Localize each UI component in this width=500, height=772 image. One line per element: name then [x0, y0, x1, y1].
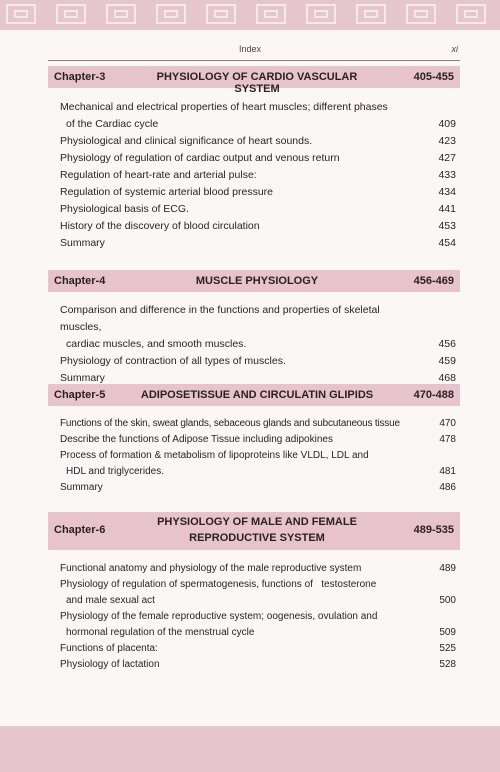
- entry-text: Physiology of regulation of spermatogenesis, functions of testosterone: [60, 579, 377, 590]
- chapter-number: Chapter-6: [54, 524, 106, 536]
- chapter-page-range: 405-455: [413, 71, 454, 83]
- entry-text: Summary: [60, 237, 105, 249]
- toc-entry[interactable]: [60, 432, 456, 448]
- entry-text-continued: cardiac muscles, and smooth muscles.: [66, 338, 247, 350]
- chapter-number: Chapter-4: [54, 275, 106, 287]
- entry-text: Physiological and clinical significance of heart sounds.: [60, 135, 313, 147]
- entry-text: Summary: [60, 482, 103, 493]
- chapter-title: [138, 514, 376, 546]
- entry-page: 423: [438, 135, 456, 147]
- entry-text: Mechanical and electrical properties of heart muscles; different phases: [60, 101, 388, 113]
- entry-page: 528: [439, 659, 456, 670]
- running-head-page-number: xi: [451, 44, 458, 54]
- chapter-3-heading[interactable]: [48, 66, 460, 95]
- entry-text-continued: hormonal regulation of the menstrual cycle: [66, 627, 255, 638]
- toc-entry[interactable]: [60, 609, 456, 641]
- chapter-5-entries: [60, 416, 456, 496]
- toc-entry[interactable]: [60, 302, 456, 353]
- entry-text: Physiology of the female reproductive system; oogenesis, ovulation and: [60, 611, 378, 622]
- chapter-6-entries: [60, 561, 456, 673]
- fret-ornament: [406, 4, 436, 24]
- fret-ornament: [256, 4, 286, 24]
- bottom-decorative-band: [0, 726, 500, 772]
- chapter-page-range: 470-488: [413, 389, 454, 401]
- entry-text-continued: and male sexual act: [66, 595, 155, 606]
- entry-page: 470: [439, 418, 456, 429]
- entry-page: 509: [439, 627, 456, 638]
- entry-page: 500: [439, 595, 456, 606]
- toc-entry[interactable]: [60, 657, 456, 673]
- entry-text: Regulation of heart-rate and arterial pulse:: [60, 169, 257, 181]
- toc-entry[interactable]: [60, 167, 456, 184]
- entry-text: Process of formation & metabolism of lipoproteins like VLDL, LDL and: [60, 450, 369, 461]
- entry-page: 427: [438, 152, 456, 164]
- chapter-number: Chapter-5: [54, 389, 106, 401]
- fret-ornament: [106, 4, 136, 24]
- chapter-4-entries: [60, 302, 456, 387]
- entry-page: 433: [438, 169, 456, 181]
- chapter-6-heading[interactable]: [48, 512, 460, 550]
- fret-ornament: [306, 4, 336, 24]
- fret-ornament: [356, 4, 386, 24]
- entry-page: 481: [439, 466, 456, 477]
- chapter-title-line-2: REPRODUCTIVE SYSTEM: [189, 532, 325, 544]
- toc-entry[interactable]: [60, 480, 456, 496]
- chapter-3-entries: [60, 99, 456, 252]
- toc-entry[interactable]: [60, 201, 456, 218]
- running-head-title: Index: [238, 44, 262, 54]
- entry-page: 454: [438, 237, 456, 249]
- fret-ornament: [156, 4, 186, 24]
- entry-text: Regulation of systemic arterial blood pressure: [60, 186, 274, 198]
- toc-entry[interactable]: [60, 353, 456, 370]
- chapter-title: ADIPOSETISSUE AND CIRCULATIN GLIPIDS: [140, 389, 374, 401]
- entry-text: Functions of placenta:: [60, 643, 158, 654]
- chapter-5-heading[interactable]: [48, 384, 460, 406]
- chapter-title: MUSCLE PHYSIOLOGY: [195, 275, 319, 287]
- toc-entry[interactable]: [60, 577, 456, 609]
- toc-entry[interactable]: [60, 99, 456, 133]
- chapter-page-range: 456-469: [413, 275, 454, 287]
- toc-entry[interactable]: [60, 561, 456, 577]
- entry-page: 486: [439, 482, 456, 493]
- toc-entry[interactable]: [60, 150, 456, 167]
- entry-text: Summary: [60, 372, 105, 384]
- running-head: [0, 44, 500, 58]
- entry-page: 453: [438, 220, 456, 232]
- toc-entry[interactable]: [60, 235, 456, 252]
- entry-text: Describe the functions of Adipose Tissue including adipokines: [60, 434, 333, 445]
- fret-ornament: [6, 4, 36, 24]
- entry-text: Physiology of regulation of cardiac output and venous return: [60, 152, 340, 164]
- entry-text: History of the discovery of blood circulation: [60, 220, 260, 232]
- fret-ornament: [456, 4, 486, 24]
- entry-page: 478: [439, 434, 456, 445]
- toc-entry[interactable]: [60, 641, 456, 657]
- toc-entry[interactable]: [60, 416, 456, 432]
- top-decorative-band: [0, 0, 500, 30]
- entry-text: Physiological basis of ECG.: [60, 203, 189, 215]
- header-rule: [48, 60, 460, 61]
- entry-text: Comparison and difference in the functions and properties of skeletal muscles,: [60, 304, 380, 333]
- entry-page: 525: [439, 643, 456, 654]
- entry-text: Functions of the skin, sweat glands, sebaceous glands and subcutaneous tissue: [60, 418, 400, 429]
- entry-page: 456: [438, 338, 456, 350]
- toc-entry[interactable]: [60, 218, 456, 235]
- entry-page: 441: [438, 203, 456, 215]
- toc-entry[interactable]: [60, 184, 456, 201]
- fret-ornament: [56, 4, 86, 24]
- chapter-page-range: 489-535: [413, 524, 454, 536]
- entry-text-continued: HDL and triglycerides.: [66, 466, 165, 477]
- entry-page: 459: [438, 355, 456, 367]
- entry-text: Functional anatomy and physiology of the male reproductive system: [60, 563, 362, 574]
- entry-text: Physiology of contraction of all types of muscles.: [60, 355, 286, 367]
- chapter-title: PHYSIOLOGY OF CARDIO VASCULAR SYSTEM: [156, 71, 358, 95]
- entry-page: 409: [438, 118, 456, 130]
- chapter-4-heading[interactable]: [48, 270, 460, 292]
- toc-entry[interactable]: [60, 448, 456, 480]
- entry-page: 468: [438, 372, 456, 384]
- entry-page: 434: [438, 186, 456, 198]
- entry-text-continued: of the Cardiac cycle: [66, 118, 159, 130]
- entry-page: 489: [439, 563, 456, 574]
- chapter-title-line-1: PHYSIOLOGY OF MALE AND FEMALE: [157, 516, 357, 528]
- fret-ornament: [206, 4, 236, 24]
- entry-text: Physiology of lactation: [60, 659, 160, 670]
- chapter-number: Chapter-3: [54, 71, 106, 83]
- toc-entry[interactable]: [60, 133, 456, 150]
